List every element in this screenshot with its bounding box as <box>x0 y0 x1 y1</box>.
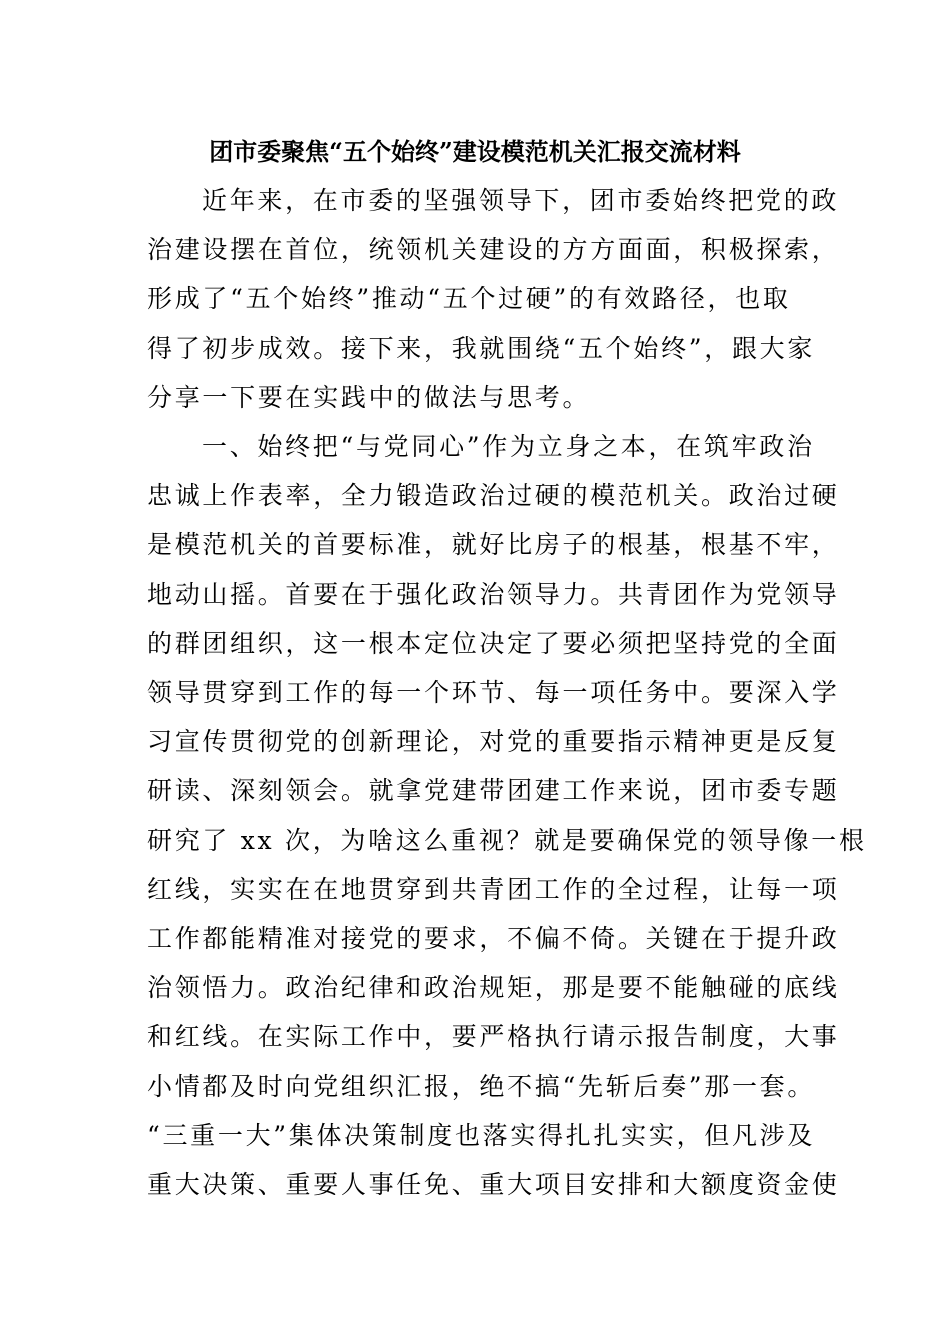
text-line: 重大决策、重要人事任免、重大项目安排和大额度资金使 <box>147 1170 840 1200</box>
text-line: 地动山摇。首要在于强化政治领导力。共青团作为党领导 <box>147 579 840 609</box>
text-line: 治领悟力。政治纪律和政治规矩，那是要不能触碰的底线 <box>147 973 840 1003</box>
text-line: 一、始终把“与党同心”作为立身之本，在筑牢政治 <box>202 432 815 462</box>
paragraph-intro <box>147 176 840 422</box>
text-line: 和红线。在实际工作中，要严格执行请示报告制度，大事 <box>147 1022 840 1052</box>
text-line: 研究了 xx 次，为啥这么重视？就是要确保党的领导像一根 <box>147 825 867 855</box>
text-line: “三重一大”集体决策制度也落实得扎扎实实，但凡涉及 <box>147 1120 816 1150</box>
text-line: 形成了“五个始终”推动“五个过硬”的有效路径，也取 <box>147 284 791 314</box>
document-title: 团市委聚焦“五个始终”建设模范机关汇报交流材料 <box>209 137 741 166</box>
text-line: 是模范机关的首要标准，就好比房子的根基，根基不牢， <box>147 530 840 560</box>
text-line: 的群团组织，这一根本定位决定了要必须把坚持党的全面 <box>147 628 840 658</box>
text-line: 研读、深刻领会。就拿党建带团建工作来说，团市委专题 <box>147 776 840 806</box>
text-line: 近年来，在市委的坚强领导下，团市委始终把党的政 <box>202 186 840 215</box>
text-line: 得了初步成效。接下来，我就围绕“五个始终”，跟大家 <box>147 333 816 363</box>
text-line: 红线，实实在在地贯穿到共青团工作的全过程，让每一项 <box>147 874 840 904</box>
text-line: 习宣传贯彻党的创新理论，对党的重要指示精神更是反复 <box>147 727 840 757</box>
paragraph-section-one <box>147 422 867 1209</box>
text-line: 忠诚上作表率，全力锻造政治过硬的模范机关。政治过硬 <box>147 481 840 511</box>
text-line: 分享一下要在实践中的做法与思考。 <box>147 382 591 412</box>
text-line: 工作都能精准对接党的要求，不偏不倚。关键在于提升政 <box>147 924 840 954</box>
text-line: 领导贯穿到工作的每一个环节、每一项任务中。要深入学 <box>147 678 840 708</box>
text-line: 小情都及时向党组织汇报，绝不搞“先斩后奏”那一套。 <box>147 1071 816 1101</box>
document-body <box>147 176 867 1209</box>
text-line: 治建设摆在首位，统领机关建设的方方面面，积极探索， <box>147 235 840 265</box>
